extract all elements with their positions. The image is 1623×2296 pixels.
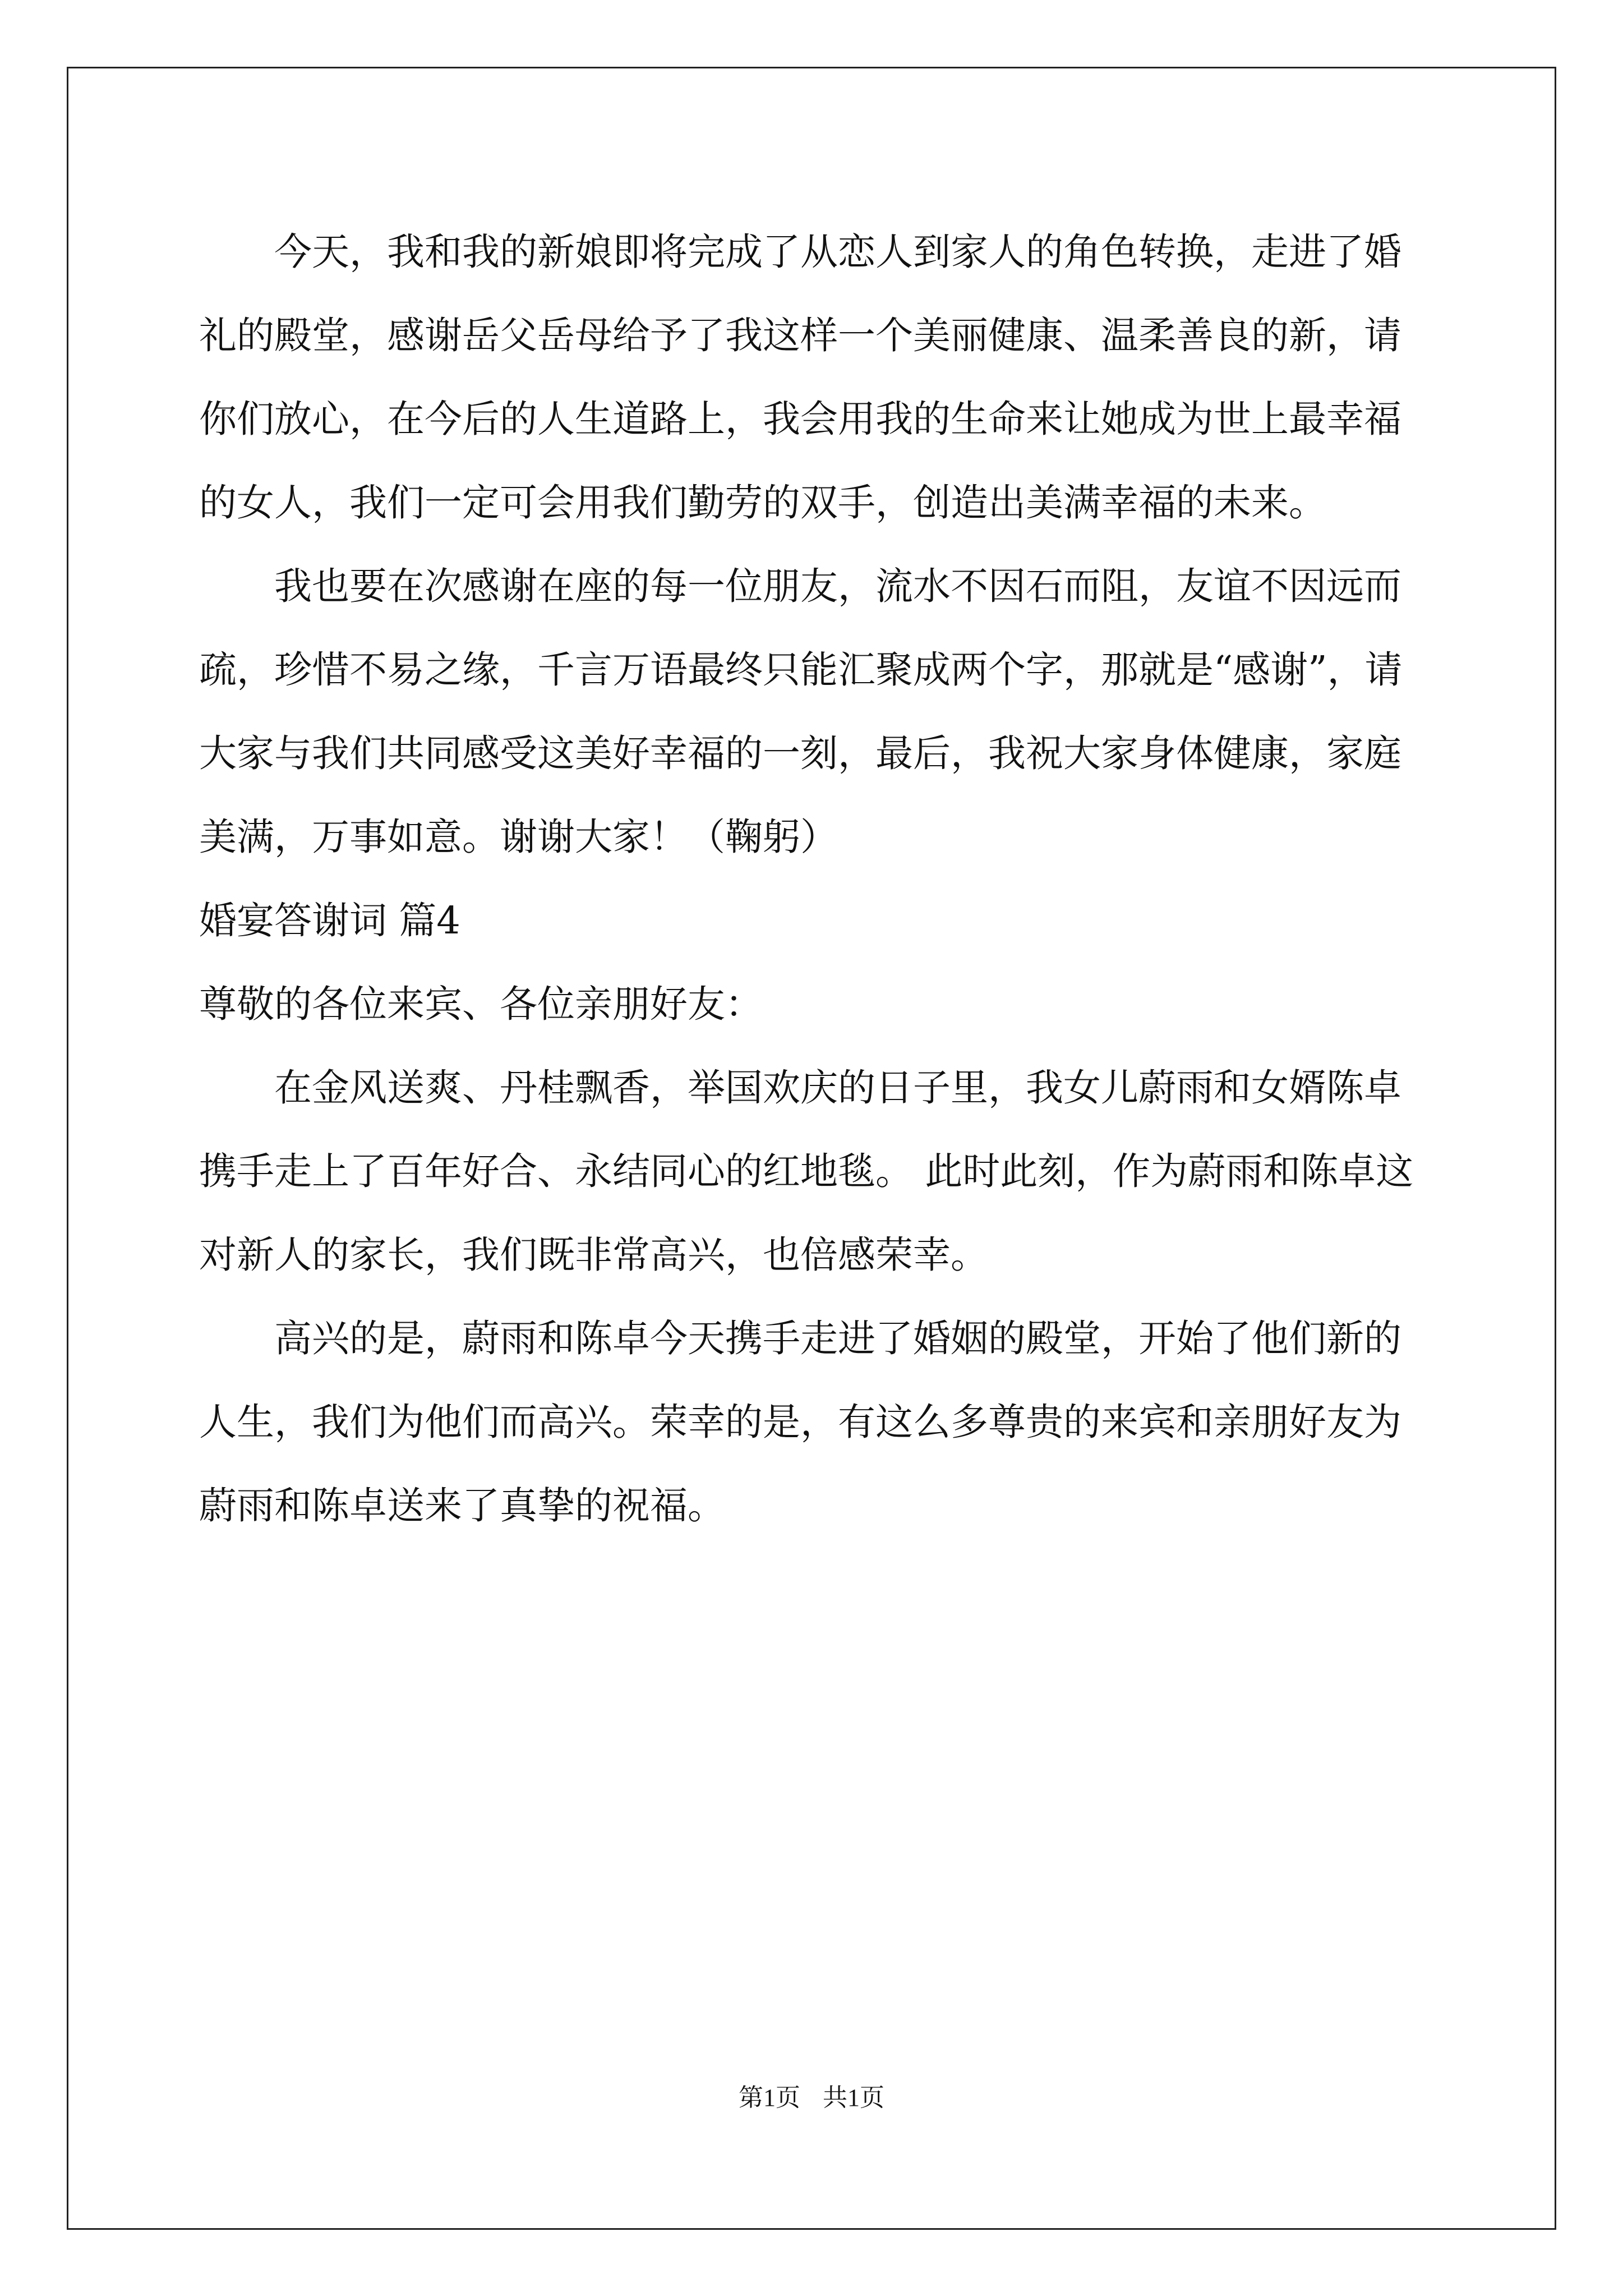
- document-body: [199, 210, 1427, 1548]
- paragraph: 今天，我和我的新娘即将完成了从恋人到家人的角色转换，走进了婚礼的殿堂，感谢岳父岳母给予了我这样一个美丽健康、温柔善良的新，请你们放心，在今后的人生道路上，我会用我的生命来让她成为世上最幸福的女人，我们一定可会用我们勤劳的双手，创造出美满幸福的未来。: [199, 230, 1401, 524]
- page-total: 共1页: [823, 2084, 884, 2111]
- section-heading: 婚宴答谢词 篇4: [199, 899, 460, 942]
- page-number: 第1页: [739, 2084, 800, 2111]
- salutation: 尊敬的各位来宾、各位亲朋好友：: [199, 982, 763, 1026]
- paragraph: 高兴的是，蔚雨和陈卓今天携手走进了婚姻的殿堂，开始了他们新的人生，我们为他们而高兴。荣幸的是，有这么多尊贵的来宾和亲朋好友为蔚雨和陈卓送来了真挚的祝福。: [199, 1317, 1401, 1527]
- paragraph: 我也要在次感谢在座的每一位朋友，流水不因石而阻，友谊不因远而疏，珍惜不易之缘，千言万语最终只能汇聚成两个字，那就是“感谢”，请大家与我们共同感受这美好幸福的一刻，最后，我祝大家身体健康，家庭美满，万事如意。谢谢大家！（鞠躬）: [199, 564, 1403, 859]
- paragraph: 在金风送爽、丹桂飘香，举国欢庆的日子里，我女儿蔚雨和女婿陈卓携手走上了百年好合、永结同心的红地毯。 此时此刻，作为蔚雨和陈卓这对新人的家长，我们既非常高兴，也倍感荣幸。: [199, 1066, 1414, 1277]
- page-footer: [0, 2081, 1623, 2115]
